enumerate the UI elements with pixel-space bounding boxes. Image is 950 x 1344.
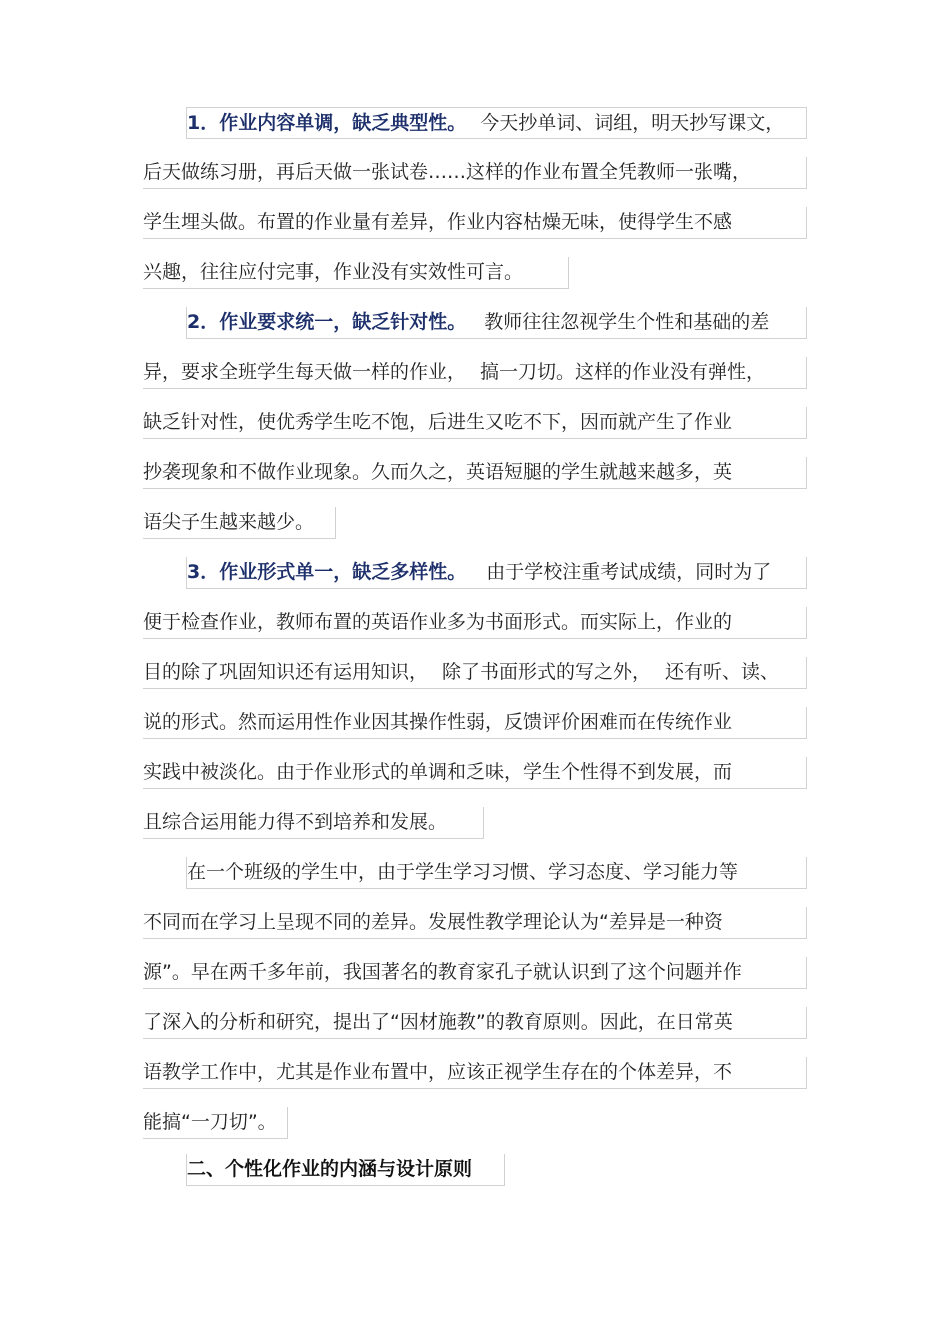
section2-line-2-box: [143, 357, 807, 389]
paragraph4-line-3: 源”。早在两千多年前，我国著名的教育家孔子就认识到了这个问题并作: [143, 961, 742, 983]
section3-heading: 3．作业形式单一，缺乏多样性。: [187, 561, 467, 583]
section3-line-2-box: [143, 607, 807, 639]
section3-line-4: 说的形式。然而运用性作业因其操作性弱，反馈评价困难而在传统作业: [143, 711, 733, 733]
paragraph4-line-2-box: [143, 907, 807, 939]
section2-line-4-box: [143, 457, 807, 489]
section3-line-2: 便于检查作业，教师布置的英语作业多为书面形式。而实际上，作业的: [143, 611, 733, 633]
paragraph4-line-3-box: [143, 957, 807, 989]
section2-line-1: 教师往往忽视学生个性和基础的差: [484, 311, 770, 333]
section3-line-4-box: [143, 707, 807, 739]
section1-line-3: 学生埋头做。布置的作业量有差异，作业内容枯燥无味，使得学生不感: [143, 211, 733, 233]
paragraph4-line-4: 了深入的分析和研究，提出了“因材施教”的教育原则。因此，在日常英: [143, 1011, 733, 1033]
paragraph4-line-1: 在一个班级的学生中，由于学生学习习惯、学习态度、学习能力等: [187, 861, 739, 883]
section-heading: 二、个性化作业的内涵与设计原则: [187, 1158, 473, 1180]
section1-first-line: [186, 107, 807, 139]
section1-line-3-box: [143, 207, 807, 239]
paragraph4-line-6-box: [143, 1107, 288, 1139]
section1-heading: 1．作业内容单调，缺乏典型性。: [187, 112, 467, 134]
section2-heading: 2．作业要求统一，缺乏针对性。: [187, 311, 467, 333]
section2-line-5-box: [143, 507, 336, 539]
section3-line-3c: 还有听、读、: [665, 661, 780, 683]
paragraph4-line-5-box: [143, 1057, 807, 1089]
section1-line-2-box: [143, 157, 807, 189]
section3-line-3-box: [143, 657, 807, 689]
paragraph4-line-2: 不同而在学习上呈现不同的差异。发展性教学理论认为“差异是一种资: [143, 911, 723, 933]
section2-first-line: [186, 307, 807, 339]
paragraph4-line-4-box: [143, 1007, 807, 1039]
section1-line-2: 后天做练习册，再后天做一张试卷……这样的作业布置全凭教师一张嘴，: [143, 161, 752, 183]
section1-line-4-box: [143, 257, 569, 289]
section2-line-4: 抄袭现象和不做作业现象。久而久之，英语短腿的学生就越来越多，英: [143, 461, 733, 483]
paragraph4-first-line: [186, 857, 807, 889]
section2-line-5: 语尖子生越来越少。: [143, 511, 315, 533]
section2-line-3-box: [143, 407, 807, 439]
section3-line-5-box: [143, 757, 807, 789]
paragraph4-line-6: 能搞“一刀切”。: [143, 1111, 277, 1133]
section3-first-line: [186, 557, 807, 589]
section3-line-3b: 除了书面形式的写之外，: [442, 661, 652, 683]
paragraph4-line-5: 语教学工作中，尤其是作业布置中，应该正视学生存在的个体差异，不: [143, 1061, 733, 1083]
section3-line-5: 实践中被淡化。由于作业形式的单调和乏味，学生个性得不到发展，而: [143, 761, 733, 783]
section1-line-4: 兴趣，往往应付完事，作业没有实效性可言。: [143, 261, 524, 283]
section-heading-box: [186, 1154, 505, 1186]
section3-line-6: 且综合运用能力得不到培养和发展。: [143, 811, 448, 833]
section3-line-3a: 目的除了巩固知识还有运用知识，: [143, 661, 429, 683]
section3-line-6-box: [143, 807, 484, 839]
section2-line-2b: 搞一刀切。这样的作业没有弹性，: [480, 361, 766, 383]
section1-line-1: 今天抄单词、词组，明天抄写课文，: [480, 112, 785, 134]
section3-line-1: 由于学校注重考试成绩，同时为了: [486, 561, 772, 583]
section2-line-3: 缺乏针对性，使优秀学生吃不饱，后进生又吃不下，因而就产生了作业: [143, 411, 733, 433]
section2-line-2a: 异，要求全班学生每天做一样的作业，: [143, 361, 467, 383]
